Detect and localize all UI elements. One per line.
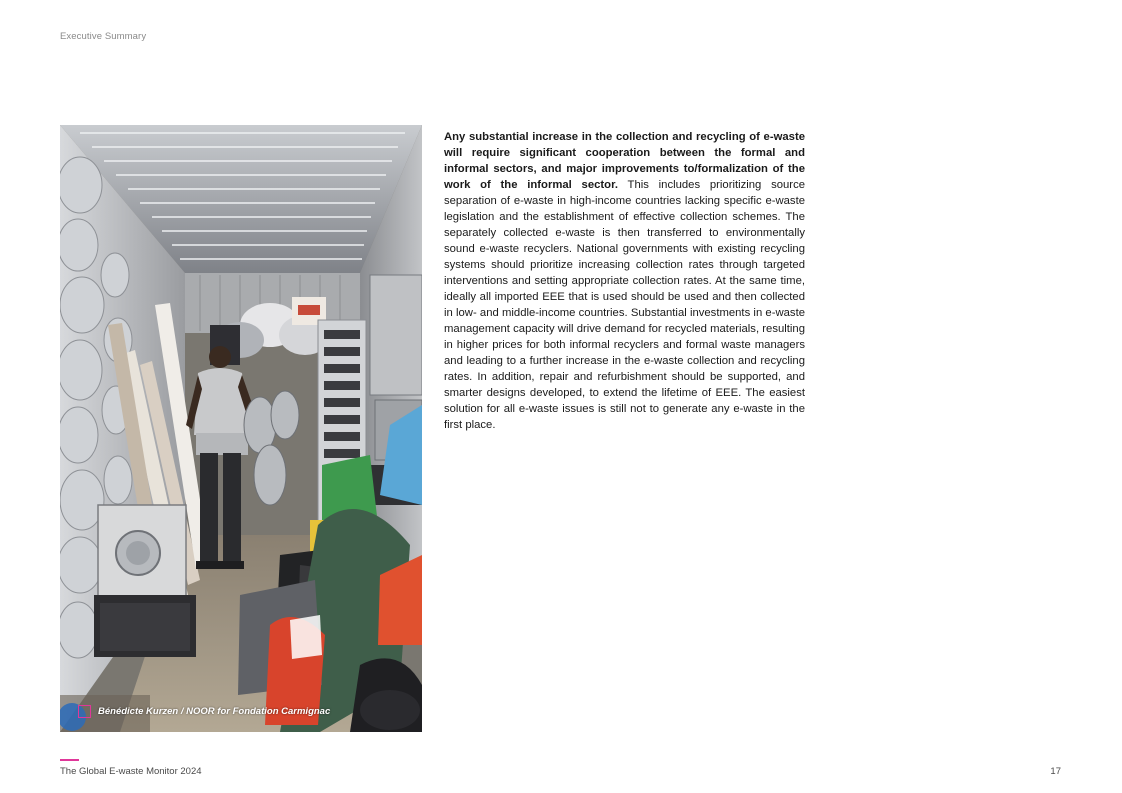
paragraph-body: This includes prioritizing source separation of e-waste in high-income countries lacking specific e-waste legislation and the establishment of effective collection schemes. The separately collected e-waste is then transferred to environmentally sound e-waste recyclers. National governments with existing recycling systems should prioritize increasing collection rates through targeted interventions and setting appropriate collection rates. At the same time, ideally all imported EEE that is used should be used and then collected in low- and middle-income countries. Substantial investments in e-waste management capacity will drive demand for recycled materials, resulting in higher prices for both informal recyclers and formal waste managers and leading to a further increase in the e-waste collection and recycling rates. In addition, repair and refurbishment should be supported, and smarter designs developed, to extend the lifetime of EEE. The easiest solution for all e-waste issues is still not to generate any e-waste in the first place. bbox=[444, 179, 805, 431]
bold-lead-sentence: Any substantial increase in the collection and recycling of e-waste will require significant cooperation between the formal and informal sectors, and major improvements to/formalization of the work of the informal sector. bbox=[444, 131, 805, 191]
publication-title: The Global E-waste Monitor 2024 bbox=[60, 766, 202, 777]
credit-marker-icon bbox=[78, 705, 91, 718]
photo-credit bbox=[78, 705, 330, 718]
page-number: 17 bbox=[1050, 766, 1061, 777]
executive-summary-paragraph bbox=[444, 129, 805, 433]
footer-accent-line bbox=[60, 759, 79, 761]
section-header: Executive Summary bbox=[60, 31, 147, 42]
photo-credit-text: Bénédicte Kurzen / NOOR for Fondation Carmignac bbox=[98, 706, 331, 717]
container-e-waste-photo bbox=[60, 125, 422, 732]
